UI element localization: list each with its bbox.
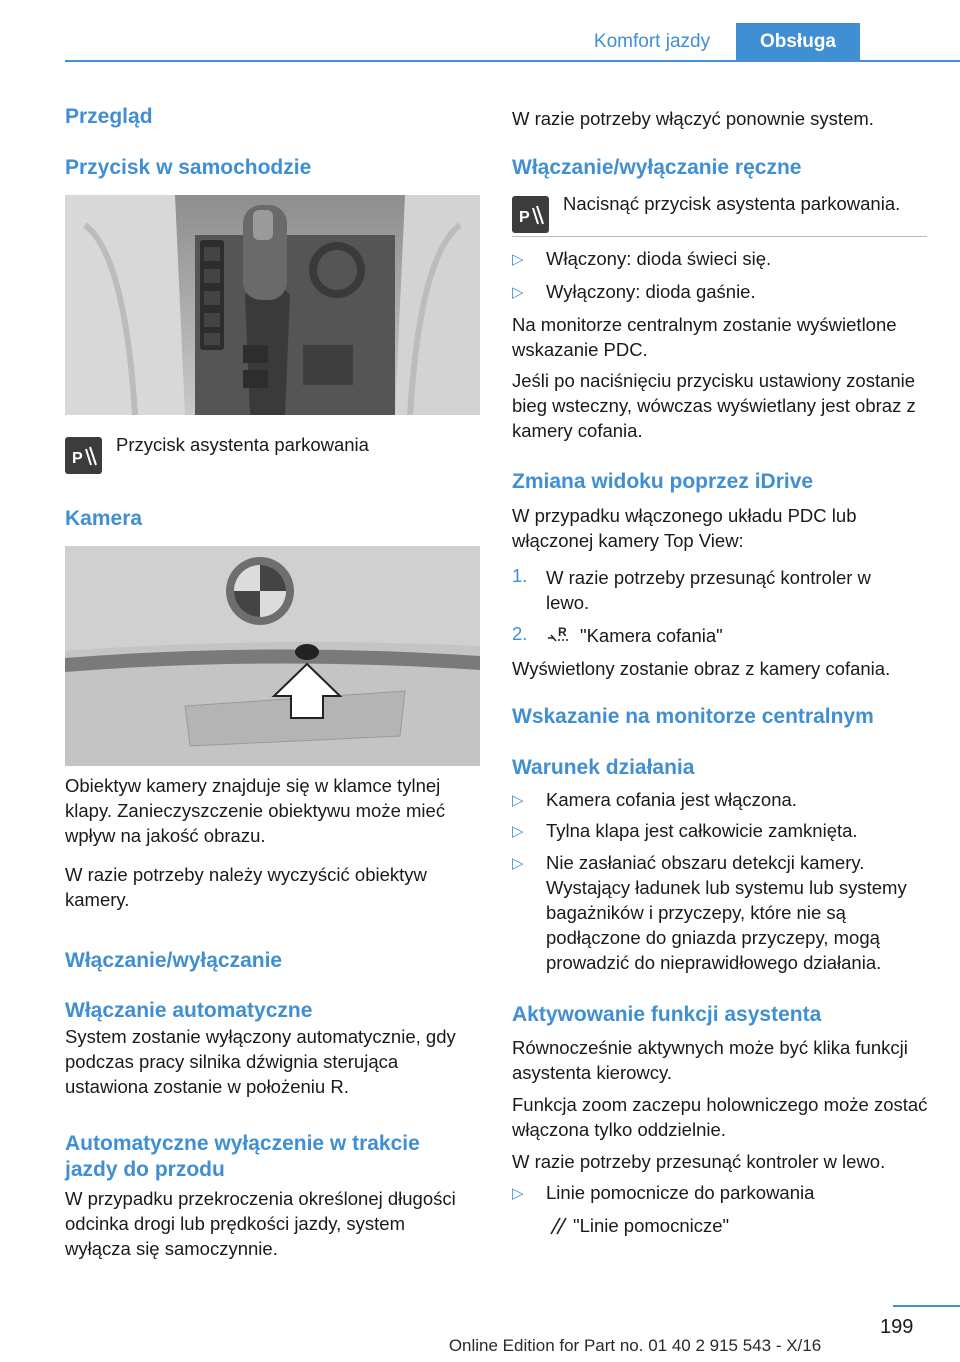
bullet-icon: ▷ xyxy=(512,792,524,809)
heading-auto: Włączanie automatyczne xyxy=(65,999,313,1022)
console-photo xyxy=(65,195,480,415)
reverse-paragraph: Jeśli po naciśnięciu przycisku ustawiony zostanie bieg wsteczny, wówczas wyświetlany jest obraz z kamery cofania. xyxy=(512,370,916,441)
bullet-icon: ▷ xyxy=(512,251,524,268)
restart-paragraph: W razie potrzeby włączyć ponownie system. xyxy=(512,108,874,129)
bullet-icon: ▷ xyxy=(512,1185,524,1202)
heading-zmiana: Zmiana widoku poprzez iDrive xyxy=(512,470,814,493)
header-rule xyxy=(65,60,960,62)
heading-przycisk: Przycisk w samochodzie xyxy=(65,156,312,179)
heading-manual: Włączanie/wyłączanie ręczne xyxy=(512,156,802,179)
auto-paragraph: System zostanie wyłączony automatycznie, gdy podczas pracy silnika dźwignia sterująca ustawiona zostanie w położeniu R. xyxy=(65,1026,456,1097)
camera-photo xyxy=(65,546,480,766)
step-number: 1. xyxy=(512,565,528,586)
bullet-icon: ▷ xyxy=(512,855,524,872)
bullet-linie: Linie pomocnicze do parkowania xyxy=(546,1182,815,1203)
heading-auto-off: Automatyczne wyłączenie w trakcie jazdy do przodu xyxy=(65,1132,420,1181)
aktyw-paragraph-2: Funkcja zoom zaczepu holowniczego może zostać włączona tylko oddzielnie. xyxy=(512,1094,928,1140)
guide-lines-icon xyxy=(548,1214,568,1241)
aktyw-paragraph-3: W razie potrzeby przesunąć kontroler w lewo. xyxy=(512,1151,886,1172)
parking-assist-button-icon-2 xyxy=(512,196,549,233)
footer-rule xyxy=(893,1305,960,1307)
step-2: "Kamera cofania" xyxy=(580,625,723,646)
bullet-warunek-1: Kamera cofania jest włączona. xyxy=(546,789,797,810)
camera-paragraph-1: Obiektyw kamery znajduje się w klamce tylnej klapy. Zanieczyszczenie obiektywu może mieć wpływ na jakość obrazu. xyxy=(65,775,446,846)
bullet-icon: ▷ xyxy=(512,823,524,840)
bullet-manual-off: Wyłączony: dioda gaśnie. xyxy=(546,281,756,302)
bullet-manual-on: Włączony: dioda świeci się. xyxy=(546,248,772,269)
divider xyxy=(512,236,927,237)
tab-obsluga[interactable]: Obsługa xyxy=(736,23,860,61)
heading-wskazanie: Wskazanie na monitorze centralnym xyxy=(512,705,874,728)
page-number: 199 xyxy=(880,1316,914,1338)
footer-edition: Online Edition for Part no. 01 40 2 915 543 - X/16 xyxy=(448,1336,822,1355)
bullet-warunek-2: Tylna klapa jest całkowicie zamknięta. xyxy=(546,820,858,841)
step-number: 2. xyxy=(512,623,528,644)
svg-text:R: R xyxy=(558,625,567,639)
button-caption: Przycisk asystenta parkowania xyxy=(116,434,369,455)
bullet-icon: ▷ xyxy=(512,284,524,301)
heading-aktyw: Aktywowanie funkcji asystenta xyxy=(512,1003,822,1026)
manual-caption: Nacisnąć przycisk asystenta parkowania. xyxy=(563,193,901,214)
svg-text:P: P xyxy=(71,449,83,467)
heading-przeglad: Przegląd xyxy=(65,105,153,128)
auto-off-paragraph: W przypadku przekroczenia określonej długości odcinka drogi lub prędkości jazdy, system wyłącza się samoczynnie. xyxy=(65,1188,456,1259)
parking-assist-button-icon xyxy=(65,437,102,474)
step-1: W razie potrzeby przesunąć kontroler w lewo. xyxy=(546,567,871,613)
camera-paragraph-2: W razie potrzeby należy wyczyścić obiektyw kamery. xyxy=(65,864,427,910)
bullet-warunek-3: Nie zasłaniać obszaru detekcji kamery. Wystający ładunek lub systemu lub systemy bagażników i przyczepy, które nie są podłączone do gniazda przyczepy, mogą prowadzić do nieprawidłowego działania. xyxy=(546,852,907,973)
aktyw-paragraph-1: Równocześnie aktywnych może być klika funkcji asystenta kierowcy. xyxy=(512,1037,908,1083)
zmiana-paragraph: W przypadku włączonego układu PDC lub włączonej kamery Top View: xyxy=(512,505,857,551)
heading-wlaczanie: Włączanie/wyłączanie xyxy=(65,949,283,972)
tab-komfort-jazdy[interactable]: Komfort jazdy xyxy=(593,31,711,52)
linie-sub: "Linie pomocnicze" xyxy=(573,1215,730,1236)
svg-text:P: P xyxy=(518,208,530,226)
heading-warunek: Warunek działania xyxy=(512,756,695,779)
displayed-paragraph: Wyświetlony zostanie obraz z kamery cofania. xyxy=(512,658,891,679)
rear-camera-icon xyxy=(546,624,572,651)
heading-kamera: Kamera xyxy=(65,507,143,530)
monitor-paragraph: Na monitorze centralnym zostanie wyświetlone wskazanie PDC. xyxy=(512,314,897,360)
